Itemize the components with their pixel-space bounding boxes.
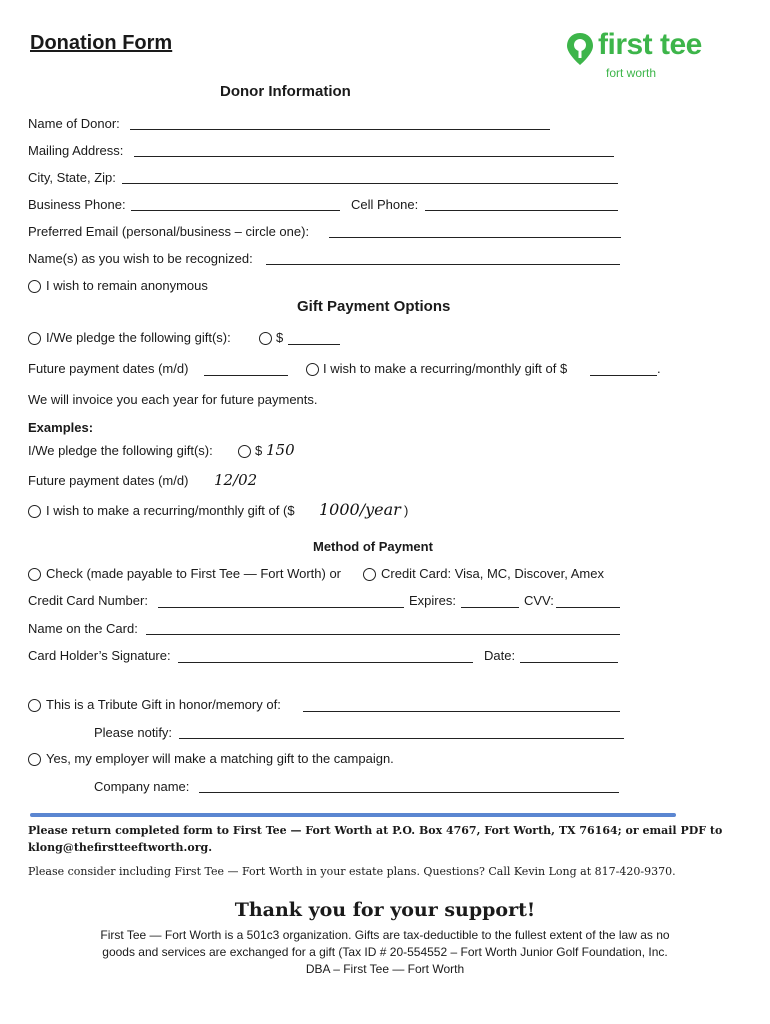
mailing-address-label: Mailing Address: [28, 143, 124, 158]
example-pledge-value: 150 [266, 441, 295, 459]
example-pledge-radio [238, 445, 251, 458]
examples-heading: Examples: [28, 420, 94, 435]
signature-label: Card Holder’s Signature: [28, 648, 171, 663]
tribute-field[interactable] [303, 711, 620, 712]
legal-line-2: goods and services are exchanged for a gift (Tax ID # 20-554552 – Fort Worth Junior Golf Foundation, Inc. [102, 945, 668, 959]
invoice-note: We will invoice you each year for future payments. [28, 392, 318, 407]
date-label: Date: [484, 648, 516, 663]
cvv-field[interactable] [556, 607, 620, 608]
business-phone-label: Business Phone: [28, 197, 126, 212]
recognition-label: Name(s) as you wish to be recognized: [28, 251, 253, 266]
future-dates-field[interactable] [204, 375, 288, 376]
payment-heading: Method of Payment [313, 539, 433, 554]
future-dates-label: Future payment dates (m/d) [28, 361, 189, 376]
recurring-period: . [657, 361, 661, 376]
thank-you-heading: Thank you for your support! [234, 899, 536, 921]
recurring-amount-field[interactable] [590, 375, 657, 376]
name-on-card-label: Name on the Card: [28, 621, 138, 636]
cvv-label: CVV: [524, 593, 554, 608]
example-recurring-value: 1000/year [319, 500, 401, 519]
first-tee-logo [566, 28, 728, 86]
city-state-zip-field[interactable] [122, 183, 618, 184]
cell-phone-field[interactable] [425, 210, 618, 211]
pledge-amount-field[interactable] [288, 344, 340, 345]
example-recurring-radio [28, 505, 41, 518]
logo-wordmark: first tee [598, 28, 702, 61]
example-dollar-sign: $ [255, 443, 263, 458]
example-recurring-end: ) [404, 503, 409, 518]
signature-field[interactable] [178, 662, 473, 663]
estate-note: Please consider including First Tee — Fort Worth in your estate plans. Questions? Call Kevin Long at 817-420-9370. [28, 865, 676, 878]
city-state-zip-label: City, State, Zip: [28, 170, 116, 185]
employer-match-label: Yes, my employer will make a matching gift to the campaign. [46, 751, 394, 766]
legal-line-1: First Tee — Fort Worth is a 501c3 organization. Gifts are tax-deductible to the fullest extent of the law as no [100, 928, 670, 942]
recognition-field[interactable] [266, 264, 620, 265]
notify-label: Please notify: [94, 725, 173, 740]
example-pledge-label: I/We pledge the following gift(s): [28, 443, 213, 458]
employer-match-radio[interactable] [28, 753, 41, 766]
date-field[interactable] [520, 662, 618, 663]
logo-subtitle: fort worth [606, 66, 657, 80]
logo-pin-icon [566, 32, 594, 66]
anonymous-label: I wish to remain anonymous [46, 278, 208, 293]
check-label: Check (made payable to First Tee — Fort Worth) or [46, 566, 342, 581]
form-title: Donation Form [30, 32, 173, 54]
gift-options-heading: Gift Payment Options [297, 298, 451, 315]
expires-label: Expires: [409, 593, 456, 608]
cell-phone-label: Cell Phone: [351, 197, 419, 212]
donor-info-heading: Donor Information [220, 83, 351, 100]
donor-name-label: Name of Donor: [28, 116, 120, 131]
section-divider [30, 813, 676, 817]
recurring-radio[interactable] [306, 363, 319, 376]
pledge-label: I/We pledge the following gift(s): [46, 330, 231, 345]
pledge-radio[interactable] [28, 332, 41, 345]
mailing-address-field[interactable] [134, 156, 614, 157]
email-label: Preferred Email (personal/business – circle one): [28, 224, 310, 239]
business-phone-field[interactable] [131, 210, 340, 211]
company-name-label: Company name: [94, 779, 190, 794]
recurring-label: I wish to make a recurring/monthly gift of $ [323, 361, 568, 376]
email-field[interactable] [329, 237, 621, 238]
pledge-amount-radio[interactable] [259, 332, 272, 345]
example-future-dates-label: Future payment dates (m/d) [28, 473, 189, 488]
check-radio[interactable] [28, 568, 41, 581]
credit-card-label: Credit Card: Visa, MC, Discover, Amex [381, 566, 604, 581]
anonymous-radio[interactable] [28, 280, 41, 293]
tribute-label: This is a Tribute Gift in honor/memory of: [46, 697, 281, 712]
pledge-dollar-sign: $ [276, 330, 284, 345]
notify-field[interactable] [179, 738, 624, 739]
example-future-dates-value: 12/02 [214, 471, 258, 489]
company-name-field[interactable] [199, 792, 619, 793]
return-instructions: Please return completed form to First Tee — Fort Worth at P.O. Box 4767, Fort Worth, TX 76164; or email PDF to [28, 824, 723, 837]
legal-line-3: DBA – First Tee — Fort Worth [305, 962, 465, 976]
expires-field[interactable] [461, 607, 519, 608]
name-on-card-field[interactable] [146, 634, 620, 635]
card-number-field[interactable] [158, 607, 404, 608]
return-email: klong@thefirstteeftworth.org. [28, 841, 213, 854]
example-recurring-label: I wish to make a recurring/monthly gift of ($ [46, 503, 295, 518]
credit-card-radio[interactable] [363, 568, 376, 581]
card-number-label: Credit Card Number: [28, 593, 148, 608]
tribute-radio[interactable] [28, 699, 41, 712]
donor-name-field[interactable] [130, 129, 550, 130]
